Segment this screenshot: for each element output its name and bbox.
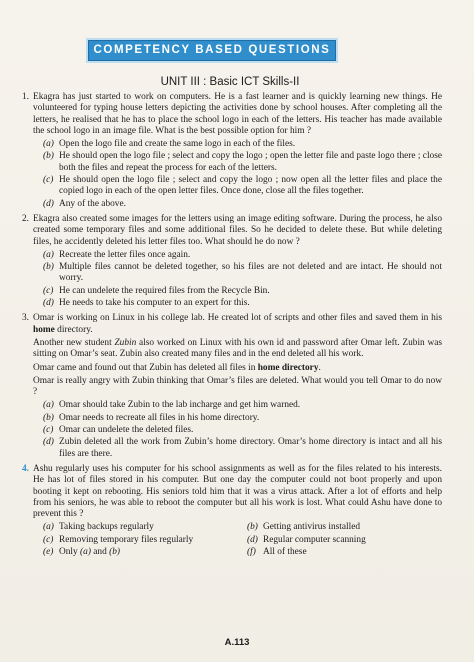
option-text: Zubin deleted all the work from Zubin’s home directory. Omar’s home directory is intact and all his files are there. [59,437,442,459]
option-label: (d) [247,534,258,545]
emphasis-text: home [33,324,55,335]
option-text: Removing temporary files regularly [59,534,194,545]
option-text: Taking backups regularly [59,522,154,533]
option-text [59,547,120,557]
option-a [43,250,442,261]
section-banner: COMPETENCY BASED QUESTIONS [88,40,336,61]
option-text: He needs to take his computer to an expert for this. [59,298,250,309]
emphasis-text: home directory [257,362,319,373]
option-label: (a) [43,522,54,533]
option-label: (f) [247,546,256,557]
question-text: Ekagra also created some images for the letters using an image editing software. During the process, he also created some temporary files and some additional files. So he decided to delete these. But while deleting files, he accidently deleted his letter files too. What should he do now ? [33,213,442,247]
question-3 [22,313,442,460]
option-text: Recreate the letter files once again. [59,249,191,260]
option-label: (a) [43,249,54,260]
option-label: (c) [43,534,54,545]
option-label: (c) [43,175,54,186]
page-number: A.113 [224,637,250,648]
option-d [43,298,442,309]
option-d [43,437,442,460]
option-label: (d) [43,298,54,309]
option-text: Any of the above. [59,198,126,209]
unit-title: UNIT III : Basic ICT Skills-II [160,76,300,88]
question-1 [22,92,442,210]
option-text: He should open the logo file ; select and copy the logo ; open the letter file and paste logo there ; close both the files and repeat the process for each of the letters. [59,151,442,173]
text-part: Another new student [33,337,115,348]
option-label: (e) [43,546,54,557]
options-list [33,522,442,559]
text-part: and [90,546,110,557]
question-2 [22,214,442,309]
option-c [43,535,247,546]
option-a [43,522,247,533]
question-text: Ekagra has just started to work on computers. He is a fast learner and is quickly learning new things. He volunteered for typing house letters depicting the activities done by school houses. After completing all the letters, he realised that he has to place the school logo in each of the letters. His teacher has made available the school logo in an image file. What is the best possible option for him ? [33,92,442,136]
questions-list [22,92,442,563]
question-paragraph: Omar is really angry with Zubin thinking that Omar’s files are deleted. What would you tell Omar to do now ? [33,375,442,398]
option-text: Open the logo file and create the same logo in each of the files. [59,139,296,150]
question-text [33,313,442,336]
italic-name: Zubin [114,337,137,348]
option-label: (c) [43,285,54,296]
question-paragraph [33,363,442,374]
question-number: 1. [22,92,30,102]
option-d [43,199,442,210]
text-part: Omar came and found out that Zubin has deleted all files in [33,362,258,373]
option-b [43,151,442,174]
italic-ref: (b) [109,546,121,557]
option-label: (b) [43,412,54,423]
option-b [247,522,447,533]
options-list [33,250,442,309]
option-f [247,547,447,558]
question-4 [22,464,442,559]
option-text: He should open the logo file ; select and copy the logo ; now open all the letter files and place the copied logo in each of the open letter files. Once done, close all the files together. [59,175,442,197]
option-text: Omar should take Zubin to the lab incharge and get him warned. [59,400,301,411]
option-c [43,425,442,436]
option-text: Omar can undelete the deleted files. [59,425,194,436]
option-label: (b) [247,522,258,533]
option-text: All of these [263,546,307,557]
option-label: (a) [43,400,54,411]
text-part: directory. [54,324,93,335]
question-text: Ashu regularly uses his computer for his school assignments as well as for the files related to his interests. He has lot of files stored in his computer. But one day the computer could not boot properly and upon booting it kept on rebooting. His seniors told him that it was a virus attack. After a lot of efforts and help from his seniors, he was able to reboot the computer but all his work is lost. What could Ashu have done to prevent this ? [33,463,442,520]
option-c [43,286,442,297]
italic-ref: (a) [80,546,91,557]
question-number: 2. [22,213,30,224]
option-d [247,535,447,546]
option-a [43,139,442,150]
option-e [43,547,247,558]
option-text: He can undelete the required files from the Recycle Bin. [59,285,270,296]
question-number: 4. [22,463,30,474]
option-label: (d) [43,198,54,209]
option-label: (d) [43,437,54,448]
text-part: also worked on Linux with his own id and password after Omar left. Zubin was sitting on Omar’s seat. Zubin also created many files and in the end deleted all his work. [33,337,443,360]
text-part: Omar is working on Linux in his college lab. He created lot of scripts and other files and saved them in his [33,313,442,324]
option-b [43,262,442,285]
option-text: Regular computer scanning [263,534,366,545]
option-label: (b) [43,262,54,273]
option-a [43,400,442,411]
question-paragraph [33,338,442,361]
question-number: 3. [22,313,30,324]
text-part: . [318,362,321,373]
option-text: Multiple files cannot be deleted together, so his files are not deleted and are intact. He should not worry. [59,262,442,284]
options-list [33,400,442,459]
option-text: Omar needs to recreate all files in his home directory. [59,412,260,423]
text-part: Only [59,546,81,557]
option-label: (c) [43,425,54,436]
option-label: (a) [43,139,54,150]
option-c [43,175,442,198]
option-b [43,413,442,424]
option-text: Getting antivirus installed [263,522,361,533]
option-label: (b) [43,151,54,162]
options-list [33,139,442,210]
